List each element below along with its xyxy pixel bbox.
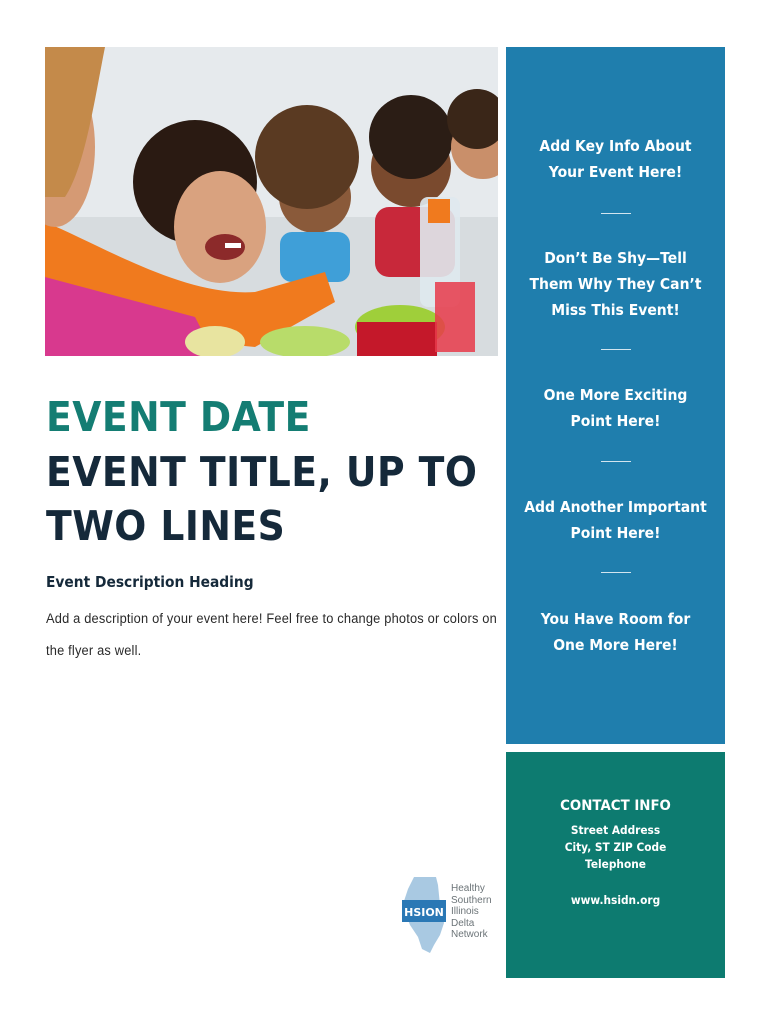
- event-title: EVENT TITLE, UP TO TWO LINES: [46, 448, 478, 550]
- divider: [601, 213, 631, 214]
- key-points-panel: [506, 47, 725, 744]
- key-point-5: You Have Room for One More Here!: [540, 610, 691, 654]
- contact-city: City, ST ZIP Code: [564, 840, 667, 854]
- contact-title: CONTACT INFO: [560, 798, 671, 814]
- key-point-3: One More Exciting Point Here!: [543, 386, 688, 430]
- logo-name: [451, 883, 492, 941]
- logo-abbr: HSION: [404, 906, 444, 919]
- description-heading: Event Description Heading: [46, 573, 254, 591]
- key-point-1: Add Key Info About Your Event Here!: [539, 137, 692, 181]
- divider: [601, 461, 631, 462]
- contact-website[interactable]: www.hsidn.org: [570, 893, 661, 907]
- divider: [601, 349, 631, 350]
- illinois-map-icon: [400, 875, 450, 955]
- divider: [601, 572, 631, 573]
- contact-telephone: Telephone: [585, 857, 646, 871]
- event-date: EVENT DATE: [46, 393, 311, 441]
- description-text: Add a description of your event here! Feel free to change photos or colors on the flyer as well.: [46, 611, 497, 658]
- hsidn-logo: [400, 875, 500, 955]
- key-point-4: Add Another Important Point Here!: [524, 498, 707, 542]
- logo-line: Illinois: [451, 906, 479, 917]
- key-point-2: Don’t Be Shy—Tell Them Why They Can’t Miss This Event!: [529, 249, 702, 319]
- logo-line: Southern: [451, 894, 492, 906]
- logo-line: Network: [451, 929, 488, 940]
- logo-line: Healthy: [451, 883, 485, 894]
- event-photo: [45, 47, 498, 356]
- contact-street: Street Address: [570, 823, 661, 837]
- logo-line: Delta: [451, 917, 475, 929]
- contact-panel: [506, 752, 725, 978]
